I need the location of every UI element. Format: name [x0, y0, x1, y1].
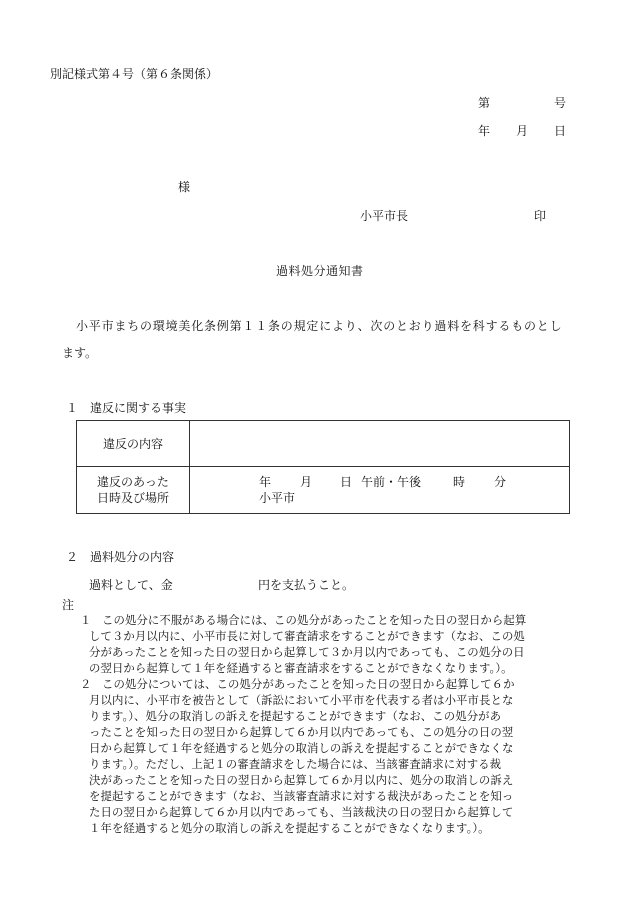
dt-minute: 分 [494, 475, 507, 489]
dt-ampm: 午前・午後 [361, 475, 422, 489]
dt-hour: 時 [453, 475, 466, 489]
note-line: して３か月以内に、小平市長に対して審査請求をすることができます（なお、この処 [89, 629, 525, 643]
doc-number-suffix: 号 [554, 96, 567, 110]
amount-prefix: 過料として、金 [89, 578, 173, 592]
violation-datetime-field [190, 467, 570, 514]
date-day: 日 [554, 124, 567, 138]
note-line: この処分に不服がある場合には、この処分があったことを知った日の翌日から起算 [102, 613, 527, 627]
body-line-1: 小平市まちの環境美化条例第１１条の規定により、次のとおり過料を科するものとし [76, 319, 563, 333]
form-identifier: 別記様式第４号（第６条関係） [50, 67, 219, 81]
note-line: の翌日から起算して１年を経過すると審査請求をすることができなくなります。）。 [89, 661, 513, 675]
date-month: 月 [516, 124, 529, 138]
violation-facts-table [76, 420, 570, 514]
dt-year: 年 [259, 475, 272, 489]
document-title: 過料処分通知書 [276, 264, 364, 278]
note-line: 決があったことを知った日の翌日から起算して６か月以内に、処分の取消しの訴え [89, 773, 514, 787]
notes-heading: 注 [62, 598, 75, 612]
table-row [77, 467, 570, 514]
violation-content-field [190, 421, 570, 467]
note-line: ります。）。ただし、上記１の審査請求をした場合には、当該審査請求に対する裁 [89, 757, 502, 771]
amount-suffix: 円を支払うこと。 [258, 578, 355, 592]
note-line: この処分については、この処分があったことを知った日の翌日から起算して６か [102, 677, 515, 691]
doc-number-prefix: 第 [478, 96, 491, 110]
note-line: た日の翌日から起算して６か月以内であっても、当該裁決の日の翌日から起算して [89, 805, 514, 819]
dt-month: 月 [300, 475, 313, 489]
dt-place: 小平市 [259, 491, 296, 505]
note-line: １年を経過すると処分の取消しの訴えを提起することができなくなります。）。 [89, 821, 490, 835]
note-line: を提起することができます（なお、当該審査請求に対する裁決があったことを知っ [89, 789, 514, 803]
issuer-name: 小平市長 [360, 209, 409, 223]
issuer-seal: 印 [534, 209, 547, 223]
note-1-number: １ [80, 613, 92, 627]
body-line-2: ます。 [62, 346, 98, 360]
section2-heading: ２ 過料処分の内容 [66, 550, 175, 564]
note-2-number: ２ [80, 677, 92, 691]
note-line: ります。）、処分の取消しの訴えを提起することができます（なお、この処分があ [89, 709, 502, 723]
note-line: 日から起算して１年を経過すると処分の取消しの訴えを提起することができなくな [89, 741, 514, 755]
date-year: 年 [478, 124, 491, 138]
table-row [77, 421, 570, 467]
note-line: ったことを知った日の翌日から起算して６か月以内であっても、この処分の日の翌 [89, 725, 514, 739]
violation-datetime-label: 違反のあった 日時及び場所 [77, 467, 190, 514]
note-line: 月以内に、小平市を被告として（訴訟において小平市を代表する者は小平市長とな [89, 693, 514, 707]
note-line: 分があったことを知った日の翌日から起算して３か月以内であっても、この処分の日 [89, 645, 525, 659]
violation-content-label: 違反の内容 [77, 421, 190, 467]
dt-day: 日 [340, 475, 353, 489]
section1-heading: １ 違反に関する事実 [66, 401, 187, 415]
addressee-suffix: 様 [178, 180, 191, 194]
